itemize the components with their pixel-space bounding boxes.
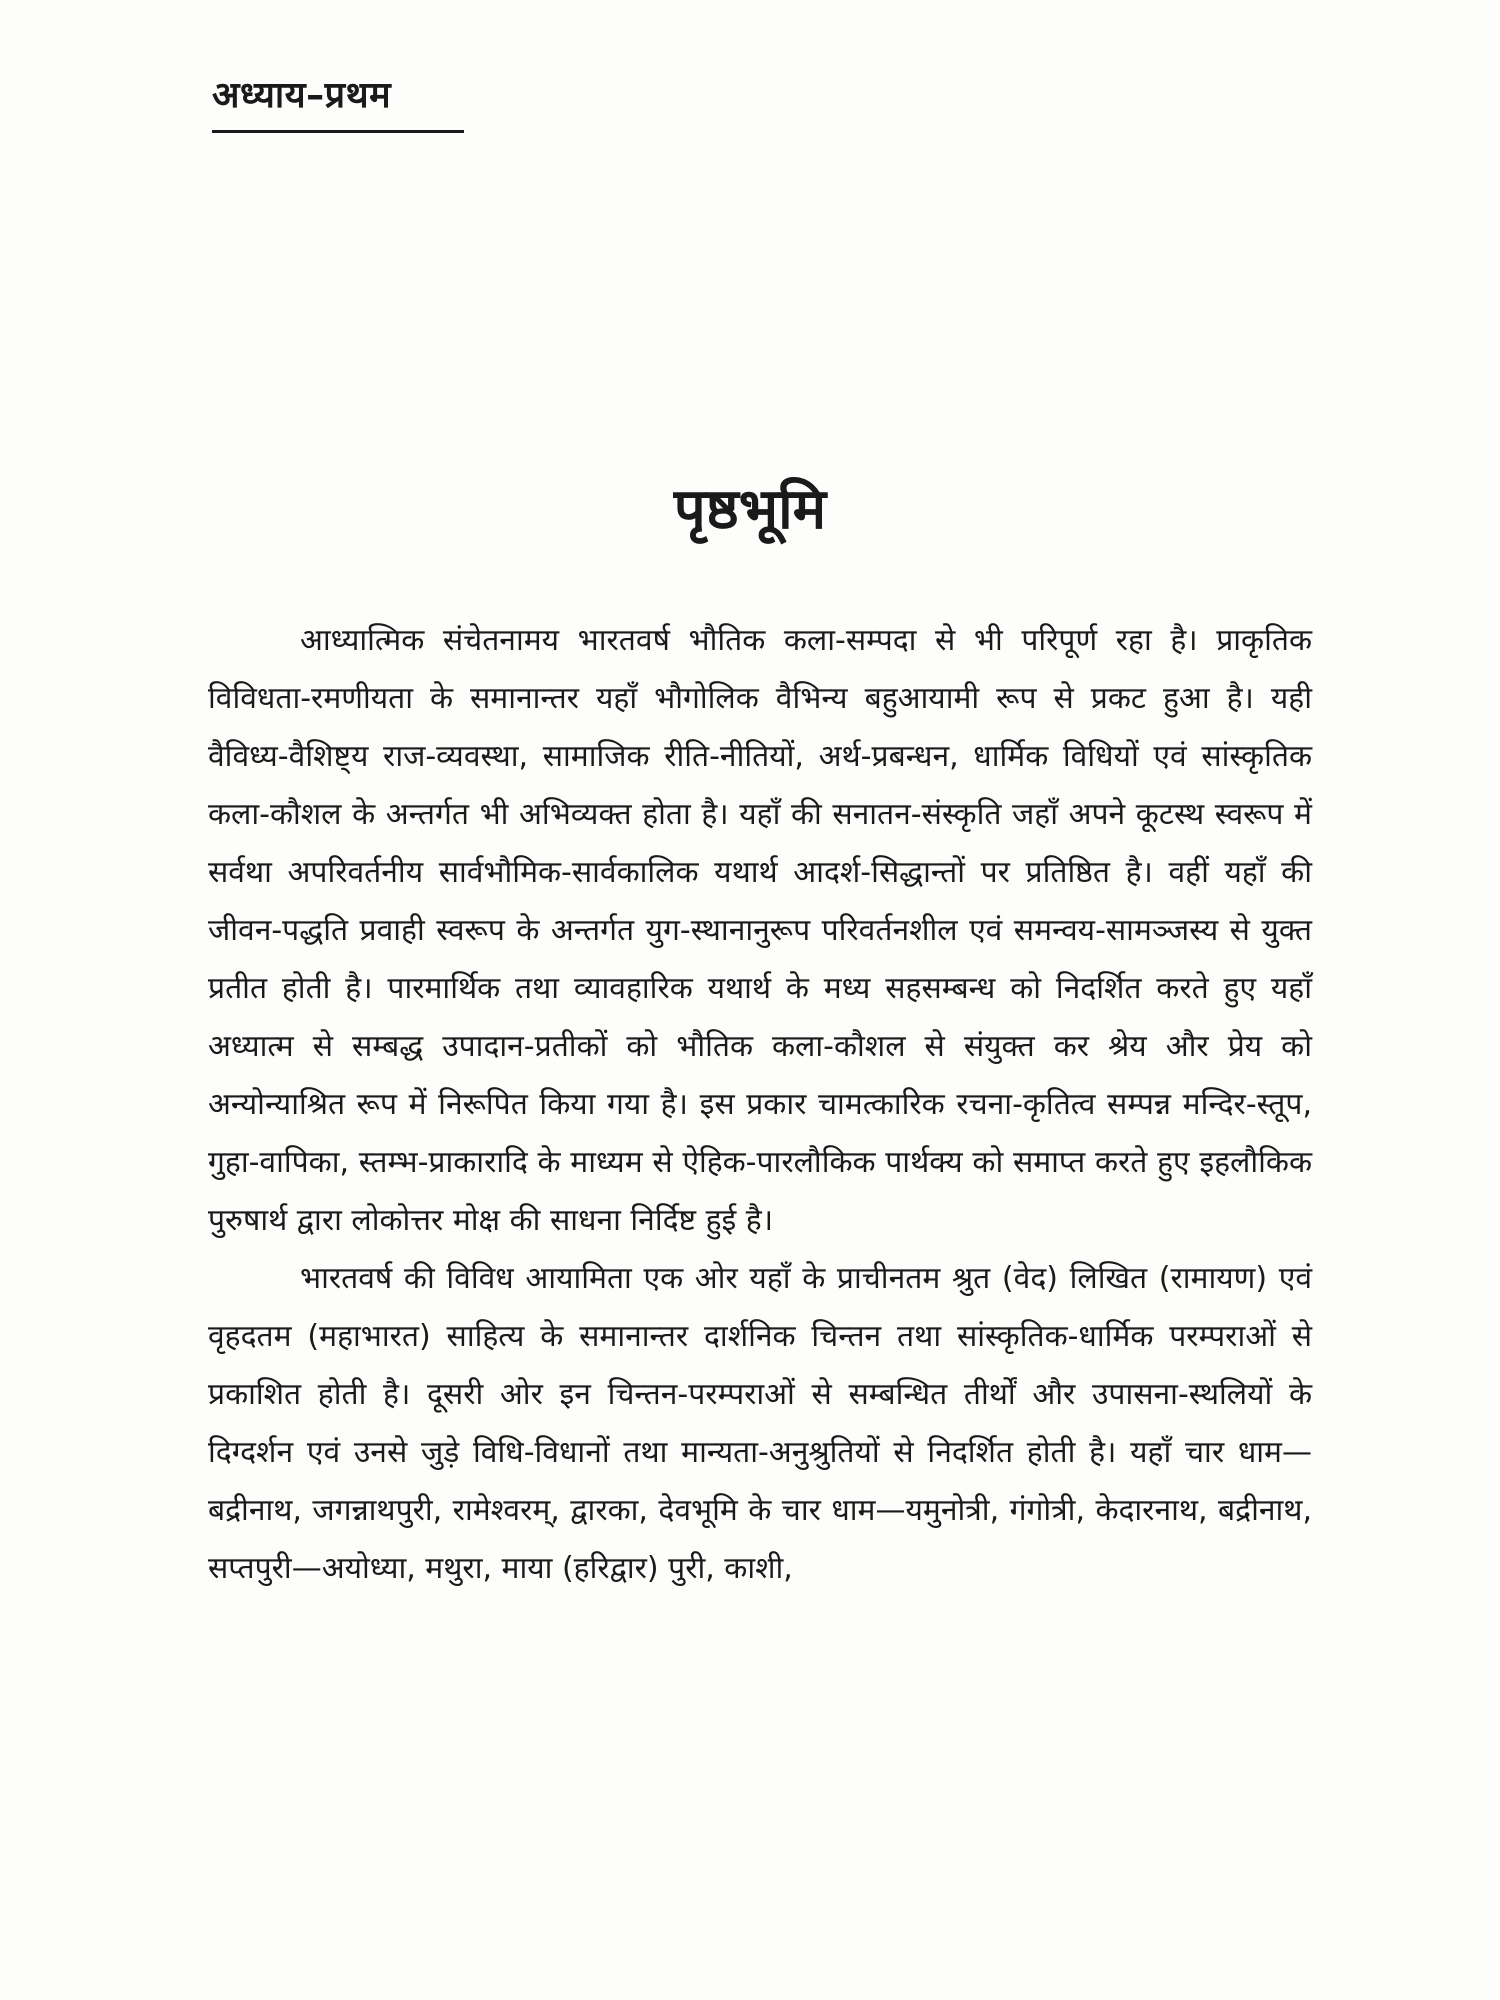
section-title: पृष्ठभूमि — [673, 477, 827, 542]
paragraph: भारतवर्ष की विविध आयामिता एक ओर यहाँ के प्राचीनतम श्रुत (वेद) लिखित (रामायण) एवं वृहदतम (महाभारत) साहित्य के समानान्तर दार्शनिक चिन्तन तथा सांस्कृतिक-धार्मिक परम्पराओं से प्रकाशित होती है। दूसरी ओर इन चिन्तन-परम्पराओं से सम्बन्धित तीर्थों और उपासना-स्थलियों के दिग्दर्शन एवं उनसे जुड़े विधि-विधानों तथा मान्यता-अनुश्रुतियों से निदर्शित होती है। यहाँ चार धाम—बद्रीनाथ, जगन्नाथपुरी, रामेश्वरम्, द्वारका, देवभूमि के चार धाम—यमुनोत्री, गंगोत्री, केदारनाथ, बद्रीनाथ, सप्तपुरी—अयोध्या, मथुरा, माया (हरिद्वार) पुरी, काशी, — [208, 1261, 1312, 1586]
chapter-heading: अध्याय–प्रथम — [212, 75, 392, 116]
chapter-heading-underline — [212, 130, 464, 133]
paragraph: आध्यात्मिक संचेतनामय भारतवर्ष भौतिक कला-सम्पदा से भी परिपूर्ण रहा है। प्राकृतिक विविधता-रमणीयता के समानान्तर यहाँ भौगोलिक वैभिन्य बहुआयामी रूप से प्रकट हुआ है। यही वैविध्य-वैशिष्ट्य राज-व्यवस्था, सामाजिक रीति-नीतियों, अर्थ-प्रबन्धन, धार्मिक विधियों एवं सांस्कृतिक कला-कौशल के अन्तर्गत भी अभिव्यक्त होता है। यहाँ की सनातन-संस्कृति जहाँ अपने कूटस्थ स्वरूप में सर्वथा अपरिवर्तनीय सार्वभौमिक-सार्वकालिक यथार्थ आदर्श-सिद्धान्तों पर प्रतिष्ठित है। वहीं यहाँ की जीवन-पद्धति प्रवाही स्वरूप के अन्तर्गत युग-स्थानानुरूप परिवर्तनशील एवं समन्वय-सामञ्जस्य से युक्त प्रतीत होती है। पारमार्थिक तथा व्यावहारिक यथार्थ के मध्य सहसम्बन्ध को निदर्शित करते हुए यहाँ अध्यात्म से सम्बद्ध उपादान-प्रतीकों को भौतिक कला-कौशल से संयुक्त कर श्रेय और प्रेय को अन्योन्याश्रित रूप में निरूपित किया गया है। इस प्रकार चामत्कारिक रचना-कृतित्व सम्पन्न मन्दिर-स्तूप, गुहा-वापिका, स्तम्भ-प्राकारादि के माध्यम से ऐहिक-पारलौकिक पार्थक्य को समाप्त करते हुए इहलौकिक पुरुषार्थ द्वारा लोकोत्तर मोक्ष की साधना निर्दिष्ट हुई है। — [208, 623, 1312, 1238]
body-text — [208, 612, 1312, 1598]
